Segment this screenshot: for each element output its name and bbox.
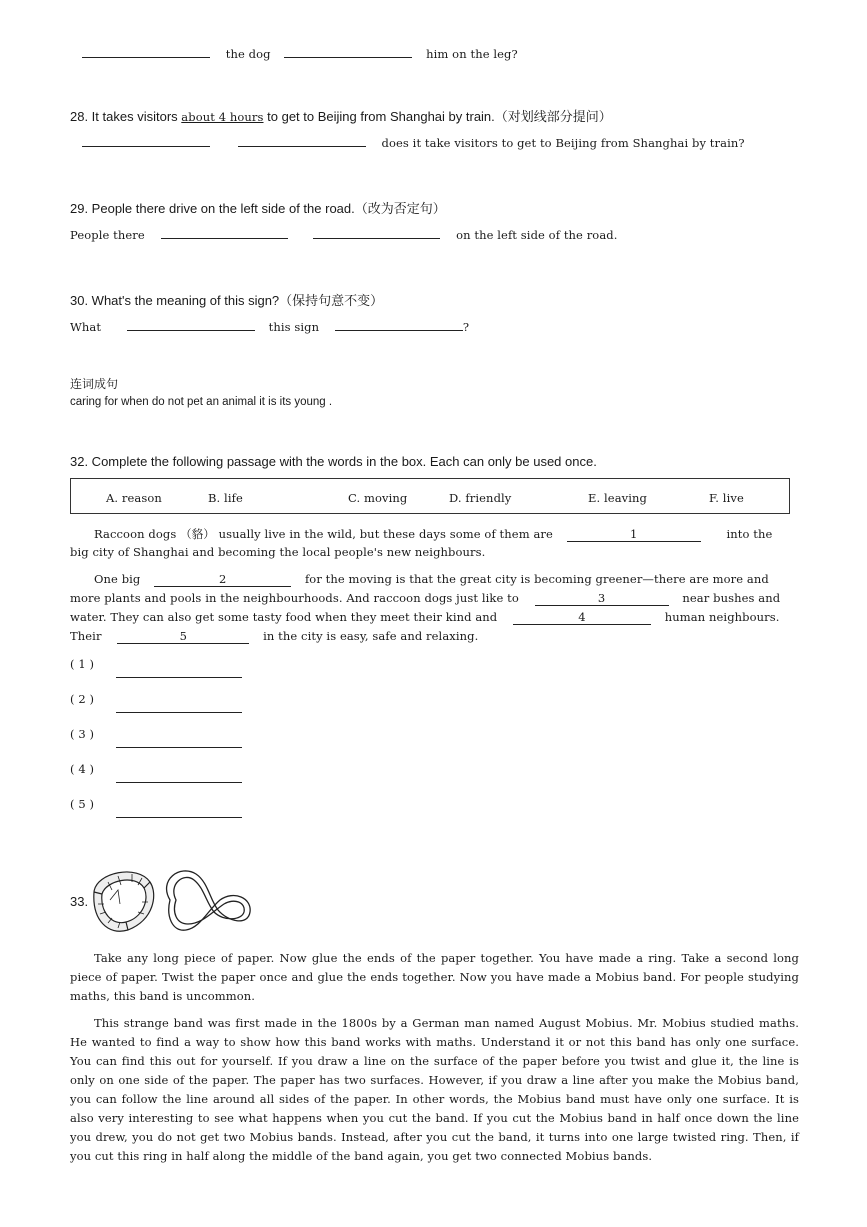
answer-label-5: ( 5 ): [70, 797, 95, 811]
blank[interactable]: [82, 45, 210, 58]
q27-text: the dog: [225, 47, 271, 61]
blank-5[interactable]: 5: [117, 629, 249, 644]
q28-answer-line: [82, 134, 745, 150]
q28-underlined-phrase: about 4 hours: [181, 110, 264, 124]
q29-text: People there: [70, 228, 145, 242]
passage-line: One big 2 for the moving is that the great city is becoming greener—there are more and: [94, 572, 769, 586]
q30-text: this sign: [268, 320, 320, 334]
answer-label-1: ( 1 ): [70, 657, 95, 671]
q30-text: What: [70, 320, 102, 334]
answer-label-3: ( 3 ): [70, 727, 95, 741]
answer-label-2: ( 2 ): [70, 692, 95, 706]
q33-paragraph-1: Take any long piece of paper. Now glue the ends of the paper together. You have made a ring. Take a second long piece of paper. Twist the paper once and glue the ends together. Now you have made a Mobius band. For people studying maths, this band is uncommon.: [70, 951, 799, 1003]
blank[interactable]: [127, 318, 255, 331]
q29-text: on the left side of the road.: [456, 228, 618, 242]
blank-1[interactable]: 1: [567, 527, 701, 542]
blank[interactable]: [313, 226, 440, 239]
q27-text: him on the leg?: [426, 47, 518, 61]
passage-line: water. They can also get some tasty food when they meet their kind and 4 human neighbours.: [70, 610, 780, 624]
option-a: A. reason: [106, 491, 162, 505]
q33-number: 33.: [70, 894, 89, 909]
option-d: D. friendly: [449, 491, 512, 505]
q31-words: caring for when do not pet an animal it is its young .: [70, 396, 333, 408]
answer-label-4: ( 4 ): [70, 762, 95, 776]
answer-input-1[interactable]: [116, 676, 242, 678]
blank[interactable]: [284, 45, 412, 58]
q28-text: does it take visitors to get to Beijing from Shanghai by train?: [381, 136, 745, 150]
blank-2[interactable]: 2: [154, 572, 291, 587]
q30-prompt: 30. What's the meaning of this sign?（保持句意不变）: [70, 293, 384, 308]
mobius-band-icon: [88, 860, 254, 940]
blank[interactable]: [82, 134, 210, 147]
option-b: B. life: [208, 491, 243, 505]
passage-line: Their 5 in the city is easy, safe and relaxing.: [70, 629, 479, 643]
q28-prompt: 28. It takes visitors about 4 hours to get to Beijing from Shanghai by train.（对划线部分提问）: [70, 109, 612, 124]
option-e: E. leaving: [588, 491, 647, 505]
option-c: C. moving: [348, 491, 408, 505]
blank[interactable]: [161, 226, 288, 239]
blank-4[interactable]: 4: [513, 610, 651, 625]
q30-answer-line: What this sign ?: [70, 320, 470, 334]
blank[interactable]: [238, 134, 366, 147]
q33-paragraph-2: This strange band was first made in the 1800s by a German man named August Mobius. Mr. Mobius studied maths. He wanted to find a way to show how this band works with maths. Understand it or not this band has only one surface. You can find this out for yourself. If you draw a line on the surface of the paper before you twist and glue it, the line is only on one side of the paper. The paper has two surfaces. However, if you draw a line after you make the Mobius band, you can follow the line around all sides of the paper. In other words, the Mobius band must have only one surface. It is also very interesting to see what happens when you cut the band. If you cut the Mobius band in half once down the line you drew, you do not get two Mobius bands. Instead, after you cut the band, it turns into one large twisted ring. Then, if you cut this ring in half along the middle of the band again, you get two connected Mobius bands.: [70, 1016, 799, 1163]
q27-answer-line: [82, 45, 518, 61]
q31-heading: 连词成句: [70, 377, 119, 391]
option-f: F. live: [709, 491, 744, 505]
answer-input-5[interactable]: [116, 816, 242, 818]
blank[interactable]: [335, 318, 463, 331]
passage-line: Raccoon dogs （貉） usually live in the wild, but these days some of them are 1 into the: [94, 527, 773, 541]
answer-input-2[interactable]: [116, 711, 242, 713]
q29-prompt: 29. People there drive on the left side of the road.（改为否定句）: [70, 201, 446, 216]
passage-line: more plants and pools in the neighbourhoods. And raccoon dogs just like to 3 near bushes and: [70, 591, 781, 605]
blank-3[interactable]: 3: [535, 591, 669, 606]
answer-input-3[interactable]: [116, 746, 242, 748]
answer-input-4[interactable]: [116, 781, 242, 783]
word-box: [70, 478, 790, 514]
q32-prompt: 32. Complete the following passage with the words in the box. Each can only be used once.: [70, 454, 597, 469]
q29-answer-line: [70, 226, 618, 242]
passage-line: big city of Shanghai and becoming the local people's new neighbours.: [70, 545, 486, 559]
